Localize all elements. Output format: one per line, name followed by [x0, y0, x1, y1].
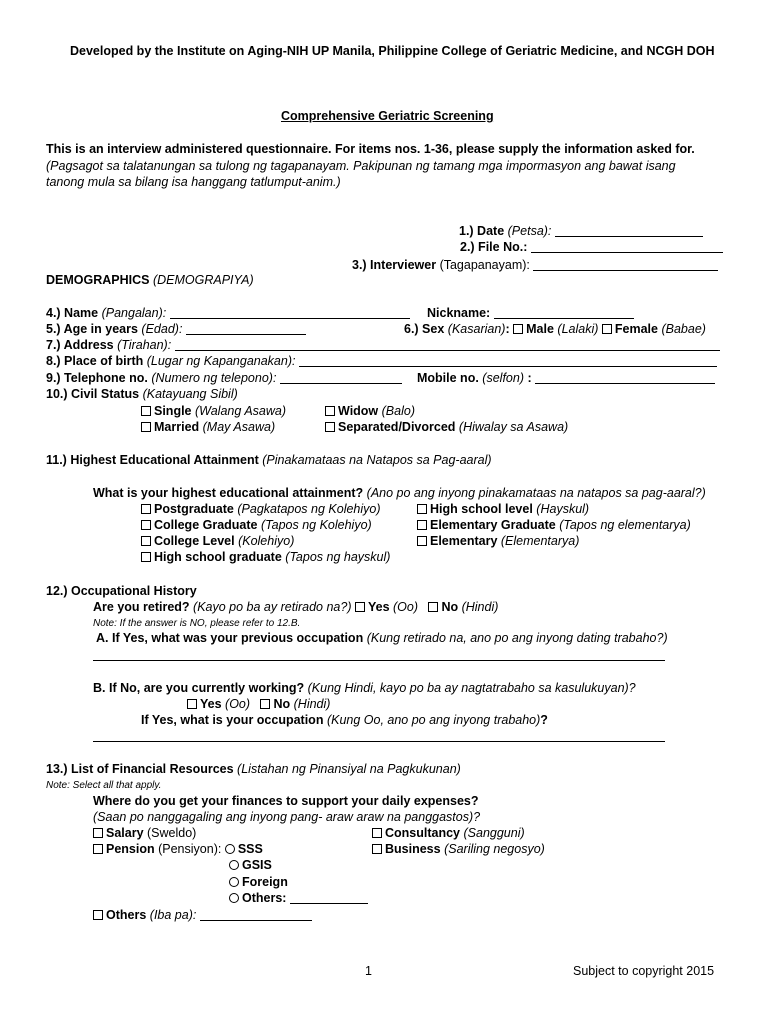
age-input[interactable]: [186, 323, 306, 335]
salary-label-tl: (Sweldo): [147, 826, 197, 840]
separated-label-tl: (Hiwalay sa Asawa): [458, 420, 569, 434]
interviewer-input[interactable]: [533, 259, 718, 271]
birthplace-input[interactable]: [299, 355, 717, 367]
currently-working-text: B. If No, are you currently working?: [93, 681, 305, 695]
working-yes-checkbox[interactable]: [187, 699, 197, 709]
elementary-label: Elementary: [430, 534, 498, 548]
interviewer-label: 3.) Interviewer: [352, 258, 437, 272]
pension-label: Pension: [106, 842, 155, 856]
consultancy-label-tl: (Sangguni): [463, 826, 525, 840]
college-grad-checkbox[interactable]: [141, 520, 151, 530]
pension-label-tl: (Pensiyon):: [158, 842, 222, 856]
hs-level-checkbox[interactable]: [417, 504, 427, 514]
current-occupation-input[interactable]: [93, 741, 665, 742]
retired-no-checkbox[interactable]: [428, 602, 438, 612]
male-label-tl: (Lalaki): [557, 322, 599, 336]
elem-grad-checkbox[interactable]: [417, 520, 427, 530]
current-occupation-tl: (Kung Oo, ano po ang inyong trabaho): [326, 713, 541, 727]
pension-option-gsis[interactable]: [229, 858, 272, 873]
college-level-label-tl: (Kolehiyo): [238, 534, 295, 548]
civil-option-widow[interactable]: [325, 404, 415, 419]
age-field: [46, 322, 306, 337]
civil-status-heading: [46, 387, 238, 402]
elem-grad-label-tl: (Tapos ng elementarya): [559, 518, 691, 532]
previous-occupation-text: A. If Yes, what was your previous occupation: [96, 631, 364, 645]
address-label-tl: (Tirahan):: [117, 338, 172, 352]
sex-field: 6.) Sex (Kasarian): Male (Lalaki) Female (Babae): [404, 322, 706, 336]
salary-checkbox[interactable]: [93, 828, 103, 838]
intro-tagalog-2: tanong mula sa bilang isa hanggang tatlumput-anim.): [46, 175, 341, 189]
mobile-field: Mobile no. (selfon) :: [417, 371, 715, 386]
current-occupation-text: If Yes, what is your occupation: [141, 713, 324, 727]
postgraduate-label: Postgraduate: [154, 502, 234, 516]
birthplace-label-tl: (Lugar ng Kapanganakan):: [146, 354, 296, 368]
male-checkbox[interactable]: [513, 324, 523, 334]
demographics-heading: [46, 273, 254, 288]
postgraduate-label-tl: (Pagkatapos ng Kolehiyo): [237, 502, 381, 516]
civil-status-label-tl: (Katayuang Sibil): [142, 387, 238, 401]
birthplace-field: [46, 354, 717, 369]
college-level-checkbox[interactable]: [141, 536, 151, 546]
education-heading-text: 11.) Highest Educational Attainment: [46, 453, 259, 467]
date-label-tl: (Petsa):: [507, 224, 552, 238]
finances-note: Note: Select all that apply.: [46, 780, 162, 791]
current-occupation-qmark: ?: [540, 713, 548, 727]
married-checkbox[interactable]: [141, 422, 151, 432]
business-label: Business: [385, 842, 441, 856]
edu-option-elementary[interactable]: [417, 534, 579, 549]
file-no-field: [460, 240, 723, 255]
gsis-label: GSIS: [242, 858, 272, 872]
female-label-tl: (Babae): [661, 322, 706, 336]
widow-label: Widow: [338, 404, 379, 418]
date-label: 1.) Date: [459, 224, 505, 238]
hs-level-label: High school level: [430, 502, 533, 516]
working-no-checkbox[interactable]: [260, 699, 270, 709]
sex-label-tl: (Kasarian): [447, 322, 506, 336]
edu-option-hs-grad[interactable]: [141, 550, 390, 565]
consultancy-label: Consultancy: [385, 826, 461, 840]
foreign-radio[interactable]: [229, 877, 239, 887]
form-title: Comprehensive Geriatric Screening: [281, 109, 494, 123]
working-yes-label: Yes: [200, 697, 222, 711]
name-label-tl: (Pangalan):: [101, 306, 167, 320]
elem-grad-label: Elementary Graduate: [430, 518, 556, 532]
education-question: [93, 486, 706, 501]
college-level-label: College Level: [154, 534, 235, 548]
retired-yes-label: Yes: [367, 600, 390, 614]
copyright-notice: Subject to copyright 2015: [573, 964, 715, 978]
retired-yes-checkbox[interactable]: [355, 602, 365, 612]
name-label: 4.) Name: [46, 306, 99, 320]
intro-tagalog-1: (Pagsagot sa talatanungan sa tulong ng tagapanayam. Pakipunan ng tamang mga impormasyon ang bawat isang: [46, 159, 676, 173]
finance-option-salary[interactable]: [93, 826, 196, 841]
college-grad-label-tl: (Tapos ng Kolehiyo): [260, 518, 372, 532]
others-checkbox[interactable]: [93, 910, 103, 920]
name-field: [46, 306, 410, 321]
birthplace-label: 8.) Place of birth: [46, 354, 144, 368]
previous-occupation-input[interactable]: [93, 660, 665, 661]
address-label: 7.) Address: [46, 338, 114, 352]
working-yes-label-tl: (Oo): [225, 697, 251, 711]
retired-yes-label-tl: (Oo): [393, 600, 419, 614]
current-occupation-question: [141, 713, 548, 728]
age-label: 5.) Age in years: [46, 322, 138, 336]
education-question-tl: (Ano po ang inyong pinakamataas na natapos sa pag-aaral?): [366, 486, 706, 500]
pension-others-label: Others:: [242, 891, 287, 905]
married-label-tl: (May Asawa): [202, 420, 276, 434]
edu-option-elem-grad[interactable]: [417, 518, 691, 533]
hs-grad-label: High school graduate: [154, 550, 282, 564]
finance-option-business[interactable]: [372, 842, 545, 857]
document-header: Developed by the Institute on Aging-NIH UP Manila, Philippine College of Geriatric Medicine, and NCGH DOH: [70, 44, 715, 58]
education-heading-tl: (Pinakamataas na Natapos sa Pag-aaral): [262, 453, 492, 467]
hs-level-label-tl: (Hayskul): [536, 502, 590, 516]
telephone-input[interactable]: [280, 372, 402, 384]
male-label: Male: [526, 322, 554, 336]
address-field: [46, 338, 720, 353]
nickname-field: [427, 306, 634, 321]
married-label: Married: [154, 420, 200, 434]
finances-question: Where do you get your finances to support your daily expenses?: [93, 794, 479, 808]
demographics-heading-text: DEMOGRAPHICS: [46, 273, 150, 287]
retired-no-label: No: [441, 600, 459, 614]
working-no-label-tl: (Hindi): [293, 697, 331, 711]
interviewer-field: [352, 258, 718, 273]
finances-heading-tl: (Listahan ng Pinansiyal na Pagkukunan): [237, 762, 461, 776]
education-heading: [46, 453, 492, 468]
interviewer-label-tl: (Tagapanayam):: [439, 258, 530, 272]
finances-question-tl: (Saan po nanggagaling ang inyong pang- araw araw na panggastos)?: [93, 810, 481, 824]
page-number: 1: [365, 964, 372, 978]
retired-note: Note: If the answer is NO, please refer to 12.B.: [93, 618, 301, 629]
sss-label: SSS: [237, 842, 263, 856]
elementary-label-tl: (Elementarya): [500, 534, 580, 548]
civil-status-label: 10.) Civil Status: [46, 387, 140, 401]
sss-radio[interactable]: [225, 844, 235, 854]
finance-option-others[interactable]: [93, 908, 312, 923]
education-question-text: What is your highest educational attainment?: [93, 486, 364, 500]
retired-no-label-tl: (Hindi): [461, 600, 499, 614]
pension-others-radio[interactable]: [229, 893, 239, 903]
retired-question-text: Are you retired?: [93, 600, 190, 614]
finance-option-consultancy[interactable]: [372, 826, 525, 841]
currently-working-tl: (Kung Hindi, kayo po ba ay nagtatrabaho sa kasulukuyan)?: [307, 681, 636, 695]
date-field: [459, 224, 703, 239]
finance-option-pension[interactable]: [93, 842, 263, 857]
others-label-tl: (Iba pa):: [149, 908, 197, 922]
demographics-heading-tl: (DEMOGRAPIYA): [152, 273, 254, 287]
previous-occupation-tl: (Kung retirado na, ano po ang inyong dating trabaho?): [366, 631, 668, 645]
single-label-tl: (Walang Asawa): [195, 404, 287, 418]
working-options: [187, 697, 330, 712]
civil-option-single[interactable]: [141, 404, 286, 419]
separated-checkbox[interactable]: [325, 422, 335, 432]
currently-working-question: [93, 681, 636, 696]
nickname-input[interactable]: [494, 307, 634, 319]
edu-option-college-grad[interactable]: [141, 518, 372, 533]
previous-occupation-question: [96, 631, 668, 646]
name-input[interactable]: [170, 307, 410, 319]
file-no-label: 2.) File No.:: [460, 240, 528, 254]
gsis-radio[interactable]: [229, 860, 239, 870]
postgraduate-checkbox[interactable]: [141, 504, 151, 514]
edu-option-hs-level[interactable]: [417, 502, 589, 517]
widow-checkbox[interactable]: [325, 406, 335, 416]
file-no-input[interactable]: [531, 241, 723, 253]
pension-option-foreign[interactable]: [229, 875, 288, 890]
widow-label-tl: (Balo): [381, 404, 415, 418]
edu-option-postgraduate[interactable]: [141, 502, 381, 517]
pension-option-others[interactable]: [229, 891, 368, 906]
occupation-heading: 12.) Occupational History: [46, 584, 197, 598]
age-label-tl: (Edad):: [141, 322, 183, 336]
pension-checkbox[interactable]: [93, 844, 103, 854]
elementary-checkbox[interactable]: [417, 536, 427, 546]
finances-heading: [46, 762, 461, 777]
address-input[interactable]: [175, 339, 720, 351]
mobile-label-tl: (selfon): [482, 371, 524, 385]
date-input[interactable]: [555, 225, 703, 237]
single-checkbox[interactable]: [141, 406, 151, 416]
separated-label: Separated/Divorced: [338, 420, 456, 434]
mobile-label: Mobile no.: [417, 371, 479, 385]
others-label: Others: [106, 908, 147, 922]
salary-label: Salary: [106, 826, 144, 840]
business-label-tl: (Sariling negosyo): [444, 842, 545, 856]
nickname-label: Nickname:: [427, 306, 491, 320]
female-label: Female: [614, 322, 658, 336]
female-checkbox[interactable]: [602, 324, 612, 334]
telephone-label: 9.) Telephone no.: [46, 371, 148, 385]
retired-question: [93, 600, 498, 615]
business-checkbox[interactable]: [372, 844, 382, 854]
others-input[interactable]: [200, 909, 312, 921]
hs-grad-label-tl: (Tapos ng hayskul): [285, 550, 391, 564]
finances-heading-text: 13.) List of Financial Resources: [46, 762, 234, 776]
civil-option-married[interactable]: [141, 420, 275, 435]
mobile-input[interactable]: [535, 372, 715, 384]
retired-question-tl: (Kayo po ba ay retirado na?): [193, 600, 352, 614]
intro-english: This is an interview administered questionnaire. For items nos. 1-36, please supply the information asked for.: [46, 142, 695, 156]
telephone-field: [46, 371, 402, 386]
edu-option-college-level[interactable]: [141, 534, 294, 549]
telephone-label-tl: (Numero ng telepono):: [151, 371, 277, 385]
college-grad-label: College Graduate: [154, 518, 258, 532]
pension-others-input[interactable]: [290, 892, 368, 904]
consultancy-checkbox[interactable]: [372, 828, 382, 838]
sex-label: 6.) Sex: [404, 322, 445, 336]
civil-option-separated[interactable]: [325, 420, 568, 435]
foreign-label: Foreign: [242, 875, 288, 889]
working-no-label: No: [273, 697, 291, 711]
single-label: Single: [154, 404, 192, 418]
hs-grad-checkbox[interactable]: [141, 552, 151, 562]
